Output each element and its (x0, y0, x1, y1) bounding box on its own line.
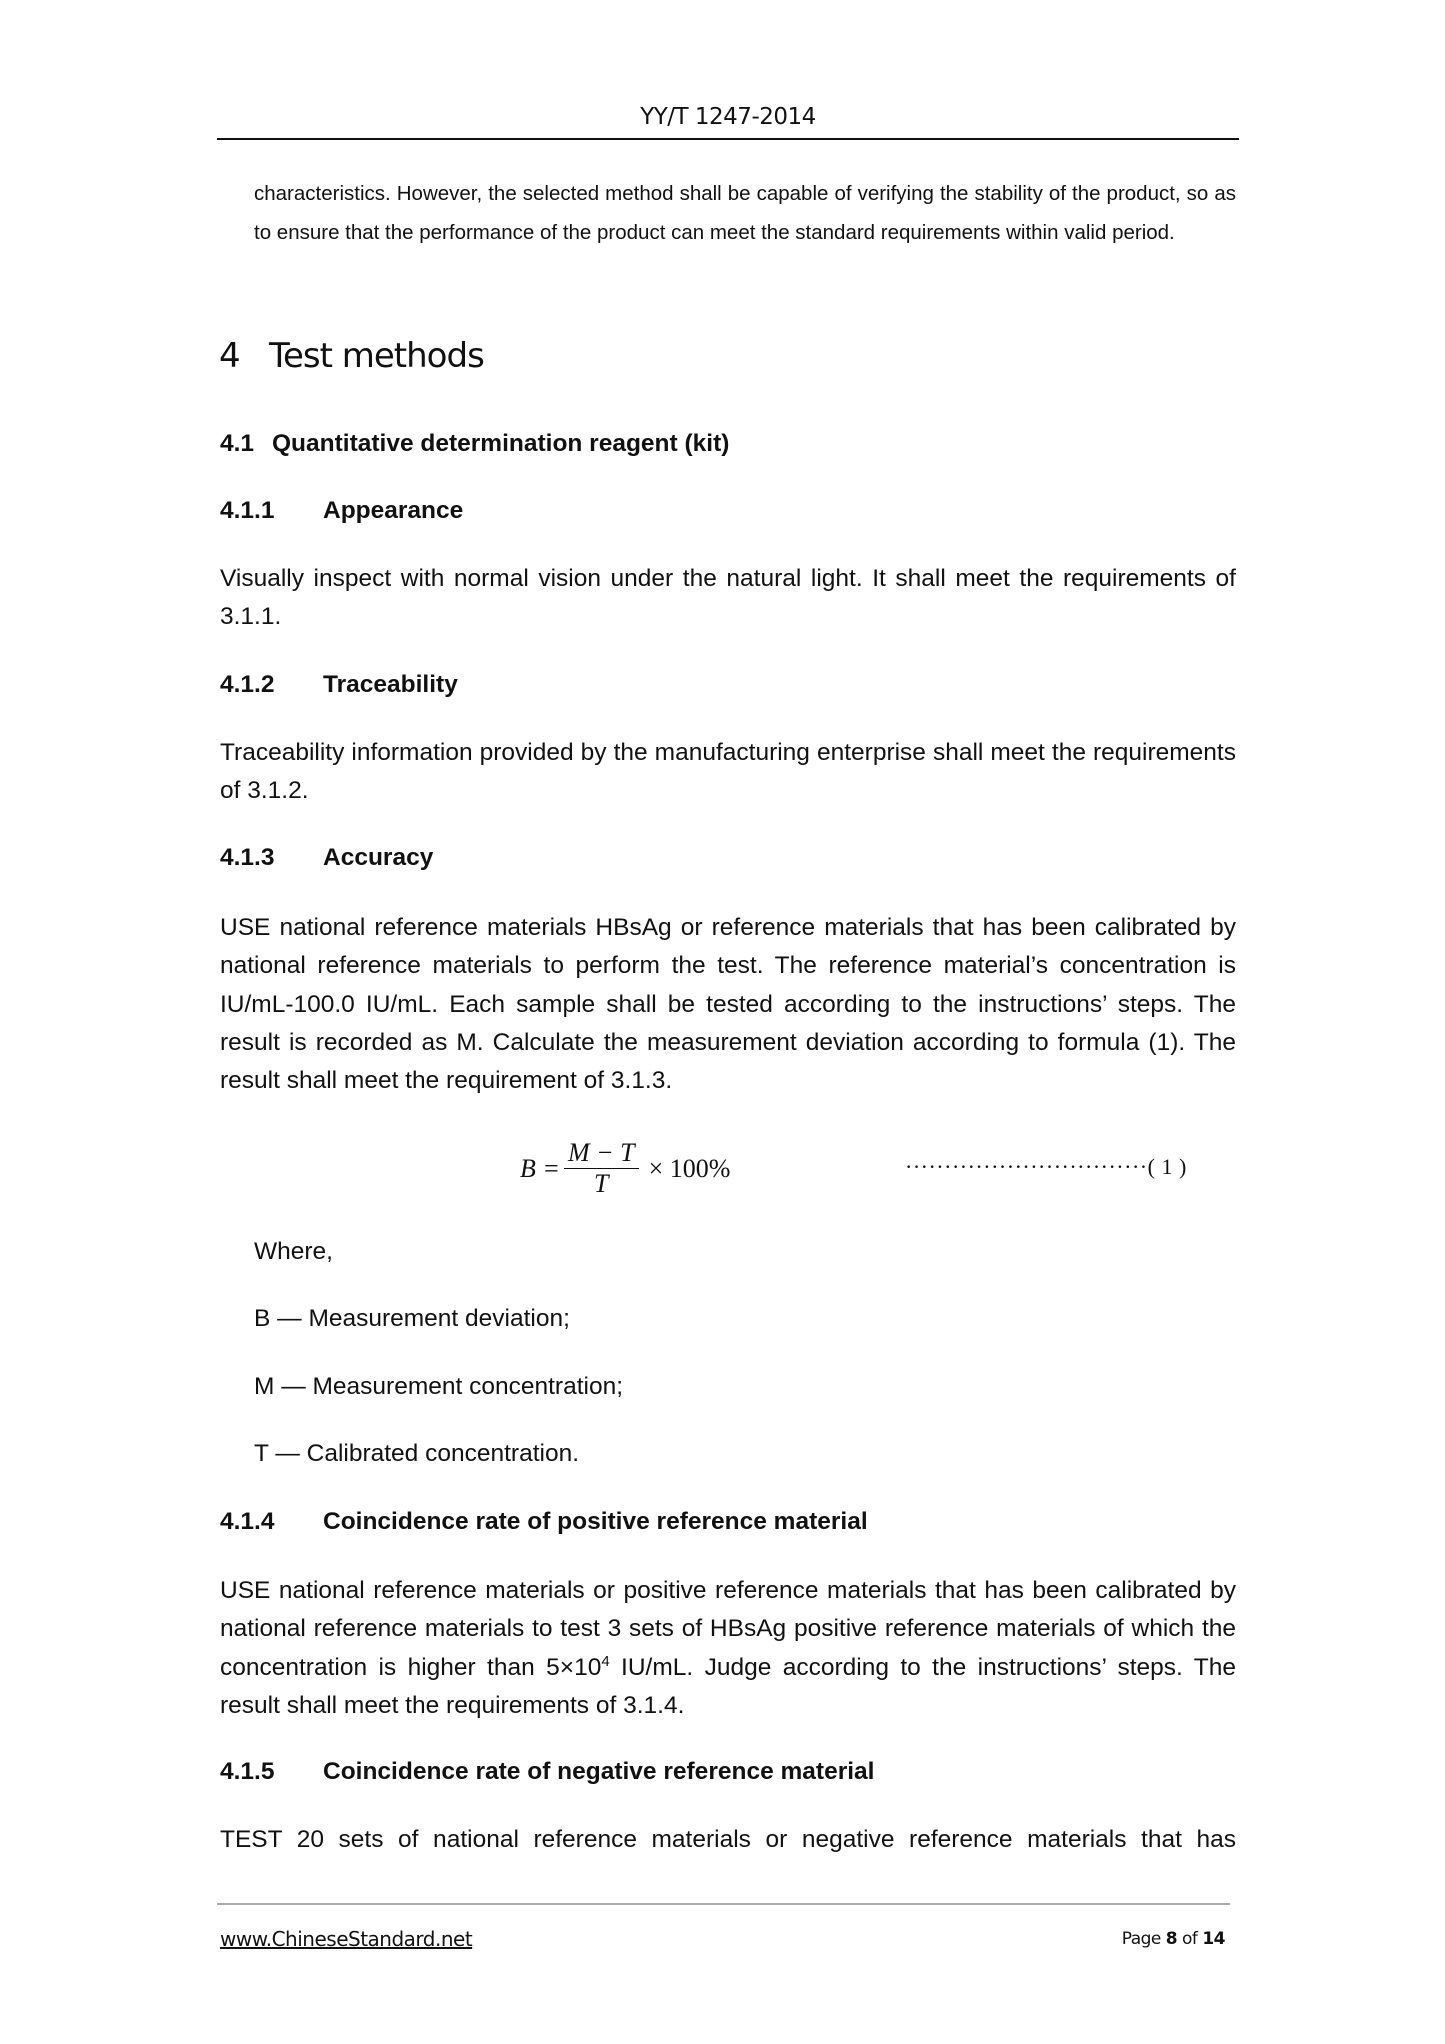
section-4-1-4-heading (220, 1508, 868, 1536)
header-divider (217, 138, 1239, 140)
section-4-heading (219, 336, 484, 376)
paragraph-text: USE national reference materials or positive reference materials that has been calibrated by national reference materials to test 3 sets of HBsAg positive reference materials of which the concentration is higher than 5×10 (220, 1577, 1236, 1681)
exponent: 4 (601, 1652, 610, 1670)
section-4-1-5-heading (220, 1758, 874, 1786)
formula-numerator: M − T (564, 1138, 639, 1169)
formula-fraction (564, 1138, 639, 1199)
traceability-paragraph: Traceability information provided by the manufacturing enterprise shall meet the requirements of 3.1.2. (220, 739, 1236, 805)
deviation-formula (520, 1138, 730, 1199)
intro-paragraph: characteristics. However, the selected method shall be capable of verifying the stability of the product, so as to ensure that the performance of the product can meet the standard requirements within valid period. (254, 182, 1236, 244)
section-4-1-1-heading (220, 497, 463, 525)
page-label: Page (1121, 1929, 1161, 1949)
section-number: 4.1.4 (220, 1508, 275, 1535)
website-link[interactable]: www.ChineseStandard.net (220, 1927, 473, 1951)
definition-t: T — Calibrated concentration. (254, 1440, 580, 1467)
paragraph-text: IU/mL. Judge according to the instructions’ steps. The result shall meet the requirements of 3.1.4. (220, 1653, 1236, 1719)
definition-b: B — Measurement deviation; (254, 1305, 570, 1332)
section-number: 4 (219, 336, 240, 376)
formula-denominator: T (594, 1169, 609, 1198)
section-title: Quantitative determination reagent (kit) (272, 430, 730, 457)
section-number: 4.1.5 (220, 1758, 275, 1785)
formula-factor: × 100% (648, 1153, 731, 1183)
section-4-1-2-heading (220, 671, 458, 699)
section-title: Traceability (323, 671, 458, 698)
where-label: Where, (254, 1238, 333, 1265)
negative-reference-paragraph: TEST 20 sets of national reference materials or negative reference materials that has (220, 1826, 1236, 1853)
section-title: Accuracy (323, 844, 434, 871)
accuracy-paragraph: USE national reference materials HBsAg or reference materials that has been calibrated by national reference materials to perform the test. The reference material’s concentration is IU/mL-100.0 IU/mL. Each sample shall be tested according to the instructions’ steps. The result is recorded as M. Calculate the measurement deviation according to formula (1). The result shall meet the requirement of 3.1.3. (220, 914, 1236, 1095)
appearance-paragraph: Visually inspect with normal vision under the natural light. It shall meet the requirements of 3.1.1. (220, 565, 1236, 631)
document-id-header: YY/T 1247-2014 (640, 104, 816, 130)
section-4-1-3-heading (220, 844, 433, 872)
section-number: 4.1 (220, 430, 255, 457)
dot-leader: ······························· (905, 1154, 1148, 1179)
section-title: Coincidence rate of negative reference material (323, 1758, 875, 1785)
section-number: 4.1.2 (220, 671, 275, 698)
section-number: 4.1.1 (220, 497, 275, 524)
total-pages: 14 (1202, 1929, 1225, 1949)
equation-number (905, 1154, 1187, 1180)
footer-divider (217, 1903, 1230, 1905)
formula-lhs: B = (520, 1153, 560, 1183)
positive-reference-paragraph (220, 1572, 1236, 1725)
section-4-1-heading (220, 430, 729, 458)
current-page: 8 (1165, 1929, 1178, 1949)
definition-m: M — Measurement concentration; (254, 1373, 624, 1400)
of-label: of (1182, 1929, 1198, 1949)
section-number: 4.1.3 (220, 844, 275, 871)
section-title: Appearance (323, 497, 464, 524)
page-indicator (1122, 1929, 1225, 1949)
equation-label: ( 1 ) (1147, 1154, 1187, 1179)
section-title: Test methods (269, 336, 484, 376)
section-title: Coincidence rate of positive reference material (323, 1508, 868, 1535)
